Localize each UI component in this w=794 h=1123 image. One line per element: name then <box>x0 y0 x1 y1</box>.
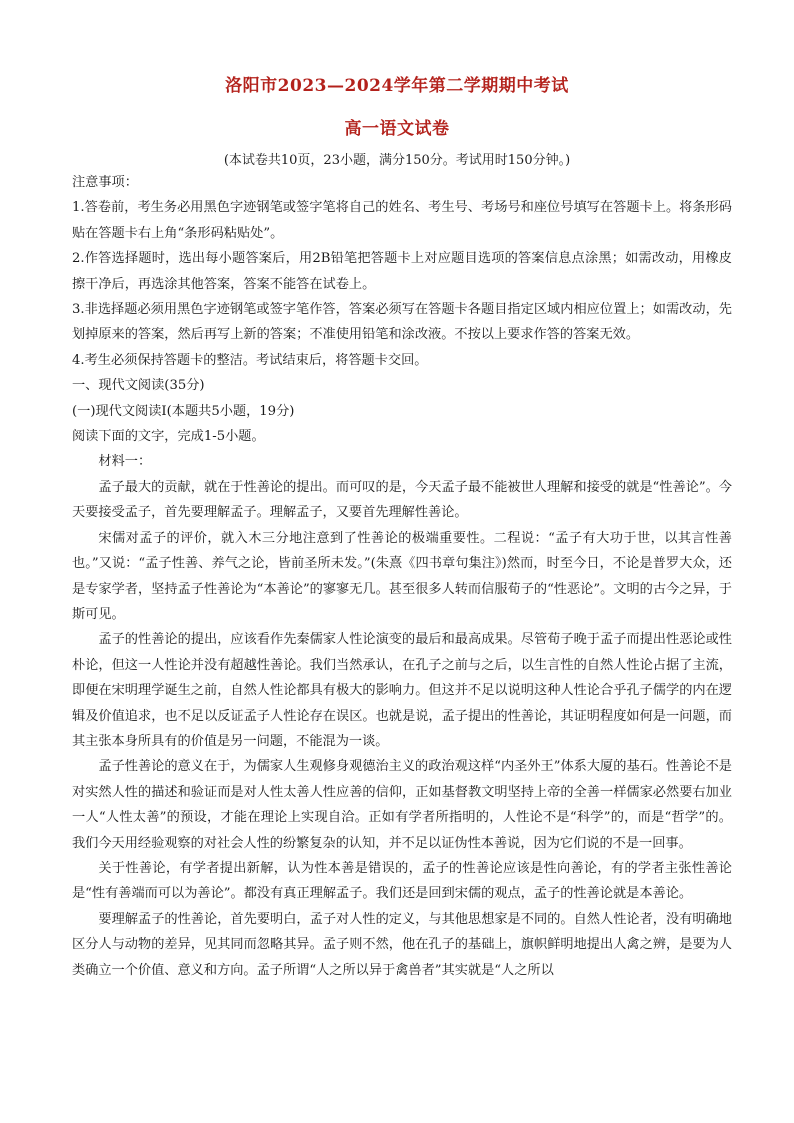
passage-paragraph: 要理解孟子的性善论，首先要明白，孟子对人性的定义，与其他思想家是不同的。自然人性论者，没有明确地区分人与动物的差异，见其同而忽略其异。孟子则不然，他在孔子的基础上，旗帜鲜明地提出人禽之辨，是要为人类确立一个价值、意义和方向。孟子所谓“人之所以异于禽兽者”其实就是“人之所以 <box>72 911 732 978</box>
section-heading: 一、现代文阅读(35分) <box>72 378 205 394</box>
passage-paragraph: 孟子最大的贡献，就在于性善论的提出。而可叹的是，今天孟子最不能被世人理解和接受的就是“性善论”。今天要接受孟子，首先要理解孟子。理解孟子，又要首先理解性善论。 <box>72 479 732 521</box>
notice-heading: 注意事项： <box>72 175 138 190</box>
exam-title: 洛阳市2023—2024学年第二学期期中考试 <box>225 76 569 96</box>
exam-content <box>72 170 732 983</box>
notice-item: 1.答卷前，考生务必用黑色字迹钢笔或签字笔将自己的姓名、考生号、考场号和座位号填写在答题卡上。将条形码贴在答题卡右上角“条形码粘贴处”。 <box>72 200 732 241</box>
reading-instruction: 阅读下面的文字，完成1-5小题。 <box>72 429 265 445</box>
exam-info: (本试卷共10页，23小题，满分150分。考试用时150分钟。) <box>223 153 571 168</box>
subsection-heading: (一)现代文阅读Ⅰ(本题共5小题，19分) <box>72 403 295 419</box>
passage-paragraph: 关于性善论，有学者提出新解，认为性本善是错误的，孟子的性善论应该是性向善论，有的学者主张性善论是“性有善端而可以为善论”。都没有真正理解孟子。我们还是回到宋儒的观点，孟子的性善论就是本善论。 <box>72 860 732 902</box>
passage-paragraph: 宋儒对孟子的评价，就入木三分地注意到了性善论的极端重要性。二程说：“孟子有大功于世，以其言性善也。”又说：“孟子性善、养气之论，皆前圣所未发。”(朱熹《四书章句集注》)然而，时至今日，不论是普罗大众，还是专家学者，坚持孟子性善论为“本善论”的寥寥无几。甚至很多人转而信服荀子的“性恶论”。文明的古今之异，于斯可见。 <box>72 530 732 622</box>
material-label: 材料一： <box>98 454 152 470</box>
notice-item: 2.作答选择题时，选出每小题答案后，用2B铅笔把答题卡上对应题目选项的答案信息点涂黑；如需改动，用橡皮擦干净后，再选涂其他答案，答案不能答在试卷上。 <box>72 251 732 292</box>
notice-item: 4.考生必须保持答题卡的整洁。考试结束后，将答题卡交回。 <box>72 352 428 368</box>
passage-paragraph: 孟子的性善论的提出，应该看作先秦儒家人性论演变的最后和最高成果。尽管荀子晚于孟子而提出性恶论或性朴论，但这一人性论并没有超越性善论。我们当然承认，在孔子之前与之后，以生言性的自然人性论占据了主流，即便在宋明理学诞生之前，自然人性论都具有极大的影响力。但这并不足以说明这种人性论合乎孔子儒学的内在逻辑及价值追求，也不足以反证孟子人性论存在误区。也就是说，孟子提出的性善论，其证明程度如何是一问题，而其主张本身所具有的价值是另一问题，不能混为一谈。 <box>72 632 732 749</box>
passage-paragraph: 孟子性善论的意义在于，为儒家人生观修身观德治主义的政治观这样“内圣外王”体系大厦的基石。性善论不是对实然人性的描述和验证而是对人性太善人性应善的信仰，正如基督教文明坚持上帝的全善一样儒家必然要右加业一人“人性太善”的预设，才能在理论上实现自洽。正如有学者所指明的，人性论不是“科学”的，而是“哲学”的。我们今天用经验观察的对社会人性的纷繁复杂的认知，并不足以证伪性本善说，因为它们说的不是一回事。 <box>72 759 732 851</box>
notice-item: 3.非选择题必须用黑色字迹钢笔或签字笔作答，答案必须写在答题卡各题目指定区域内相应位置上；如需改动，先划掉原来的答案，然后再写上新的答案；不准使用铅笔和涂改液。不按以上要求作答的答案无效。 <box>72 302 732 343</box>
exam-subtitle: 高一语文试卷 <box>344 119 450 139</box>
